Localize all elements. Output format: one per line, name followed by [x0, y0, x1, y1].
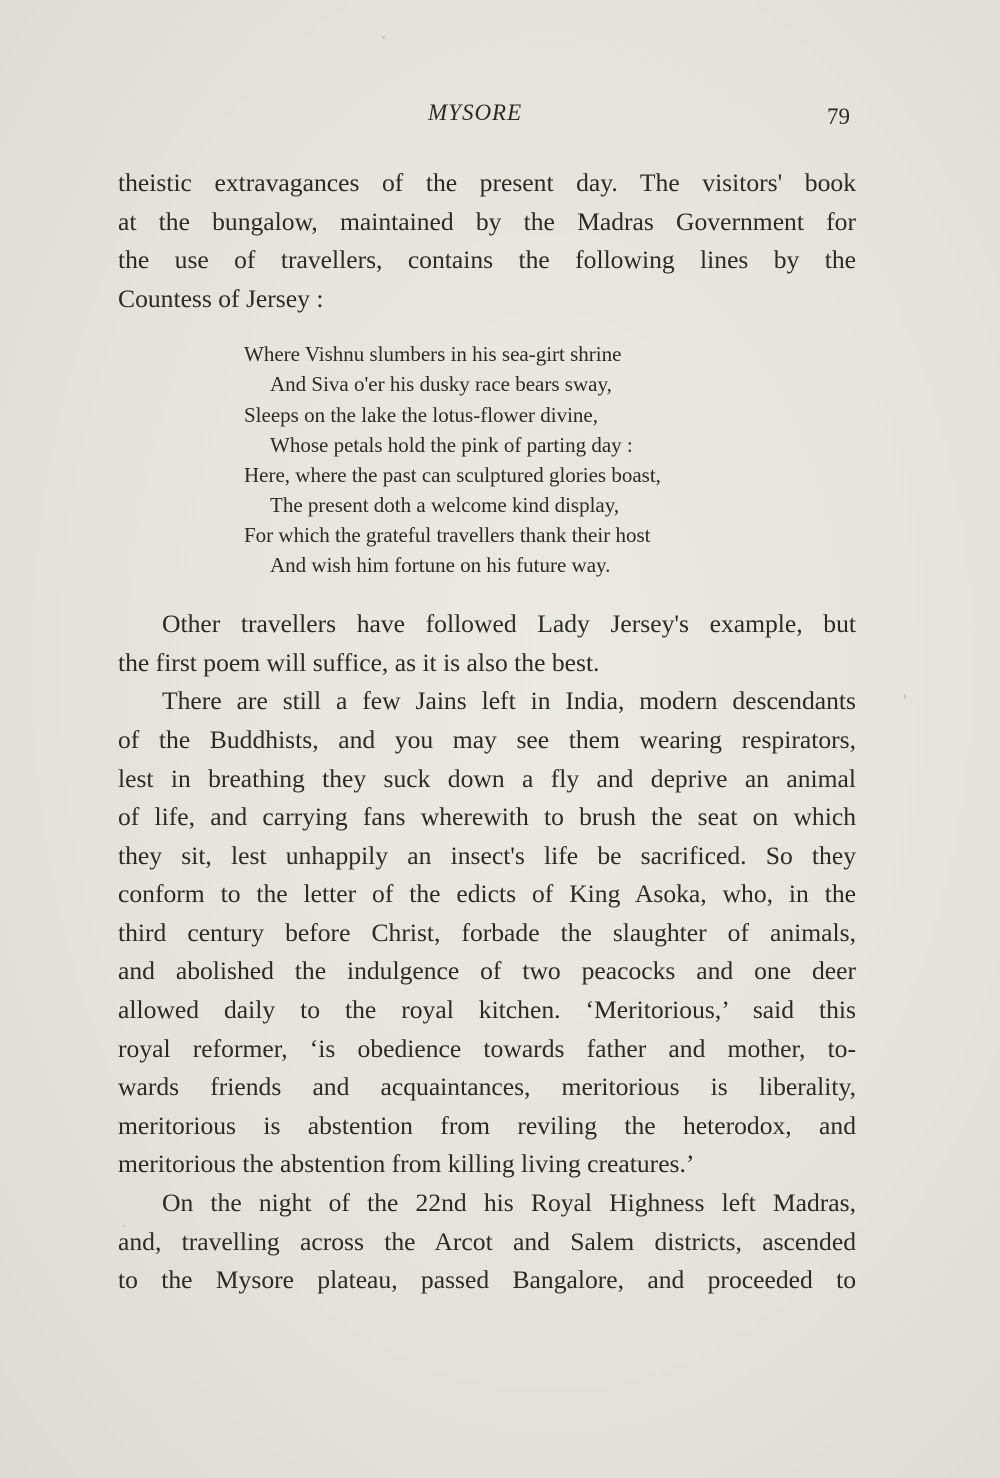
- text-line: meritorious is abstention from reviling the heterodox, and: [118, 1110, 856, 1140]
- text-line: of the Buddhists, and you may see them wearing respirators,: [118, 724, 856, 754]
- text-line: There are still a few Jains left in India, modern descendants: [162, 686, 856, 716]
- text-line: On the night of the 22nd his Royal Highness left Madras,: [162, 1188, 856, 1218]
- text-line: theistic extravagances of the present day. The visitors' book: [118, 168, 856, 197]
- poem-line: The present doth a welcome kind display,: [270, 492, 620, 517]
- text-line: of life, and carrying fans wherewith to brush the seat on which: [118, 802, 856, 832]
- text-line: they sit, lest unhappily an insect's life be sacrificed. So they: [118, 840, 856, 870]
- page-header: [118, 100, 858, 136]
- text-line: meritorious the abstention from killing living creatures.’: [118, 1149, 695, 1179]
- text-line: the use of travellers, contains the following lines by the: [118, 245, 856, 275]
- text-line: the first poem will suffice, as it is also the best.: [118, 647, 600, 677]
- paragraph-madras-departure: [118, 1184, 856, 1300]
- text-line: and, travelling across the Arcot and Salem districts, ascended: [118, 1226, 856, 1256]
- poem-line: And Siva o'er his dusky race bears sway,: [270, 372, 612, 397]
- text-line: lest in breathing they suck down a fly and deprive an animal: [118, 763, 856, 793]
- poem-line: Where Vishnu slumbers in his sea-girt shrine: [244, 342, 622, 367]
- paragraph-jains: [118, 682, 856, 1184]
- text-line: conform to the letter of the edicts of King Asoka, who, in the: [118, 879, 856, 909]
- text-line: wards friends and acquaintances, meritorious is liberality,: [118, 1072, 856, 1102]
- text-line: to the Mysore plateau, passed Bangalore, and proceeded to: [118, 1265, 856, 1295]
- poem-line: Whose petals hold the pink of parting day :: [270, 432, 633, 457]
- paragraph-lady-jersey: [118, 605, 856, 682]
- poem-line: Sleeps on the lake the lotus-flower divine,: [244, 402, 598, 427]
- text-line: royal reformer, ‘is obedience towards father and mother, to-: [118, 1033, 856, 1063]
- text-line: allowed daily to the royal kitchen. ‘Meritorious,’ said this: [118, 995, 856, 1025]
- paper-speck: [382, 36, 385, 39]
- text-line: Countess of Jersey :: [118, 283, 324, 313]
- text-line: Other travellers have followed Lady Jersey's example, but: [162, 609, 856, 639]
- text-line: third century before Christ, forbade the slaughter of animals,: [118, 917, 856, 947]
- text-line: and abolished the indulgence of two peacocks and one deer: [118, 956, 856, 986]
- page-number: 79: [827, 104, 850, 129]
- text-line: at the bungalow, maintained by the Madras Government for: [118, 206, 856, 236]
- paper-speck: [904, 694, 906, 699]
- running-head: MYSORE: [428, 100, 523, 125]
- poem-line: For which the grateful travellers thank their host: [244, 522, 651, 547]
- body-text: [118, 164, 856, 1300]
- poem: [244, 339, 856, 580]
- paragraph-intro: [118, 164, 856, 318]
- poem-line: And wish him fortune on his future way.: [270, 553, 611, 578]
- poem-line: Here, where the past can sculptured glories boast,: [244, 462, 661, 487]
